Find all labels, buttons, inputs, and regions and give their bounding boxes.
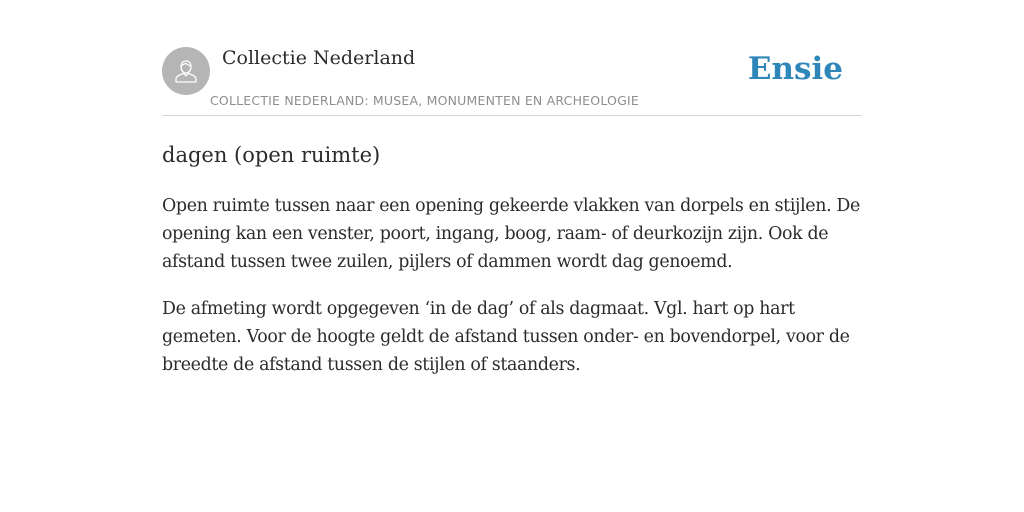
page-title: dagen (open ruimte) [162, 143, 381, 167]
content-container [162, 0, 862, 375]
author-subtitle: COLLECTIE NEDERLAND: MUSEA, MONUMENTEN EN ARCHEOLOGIE [210, 93, 639, 108]
article-body [162, 192, 862, 398]
avatar[interactable] [162, 47, 210, 95]
article-paragraph: De afmeting wordt opgegeven ‘in de dag’ of als dagmaat. Vgl. hart op hart gemeten. Voor de hoogte geldt de afstand tussen onder- en bovendorpel, voor de breedte de afstand tussen de stijlen of staanders. [162, 299, 850, 375]
ensie-logo[interactable]: Ensie [747, 51, 843, 87]
article-paragraph: Open ruimte tussen naar een opening gekeerde vlakken van dorpels en stijlen. De opening kan een venster, poort, ingang, boog, raam- of deurkozijn zijn. Ook de afstand tussen twee zuilen, pijlers of dammen wordt dag genoemd. [162, 196, 860, 272]
user-silhouette-icon [171, 56, 201, 86]
author-link[interactable]: Collectie Nederland [222, 47, 416, 69]
header [162, 0, 862, 116]
